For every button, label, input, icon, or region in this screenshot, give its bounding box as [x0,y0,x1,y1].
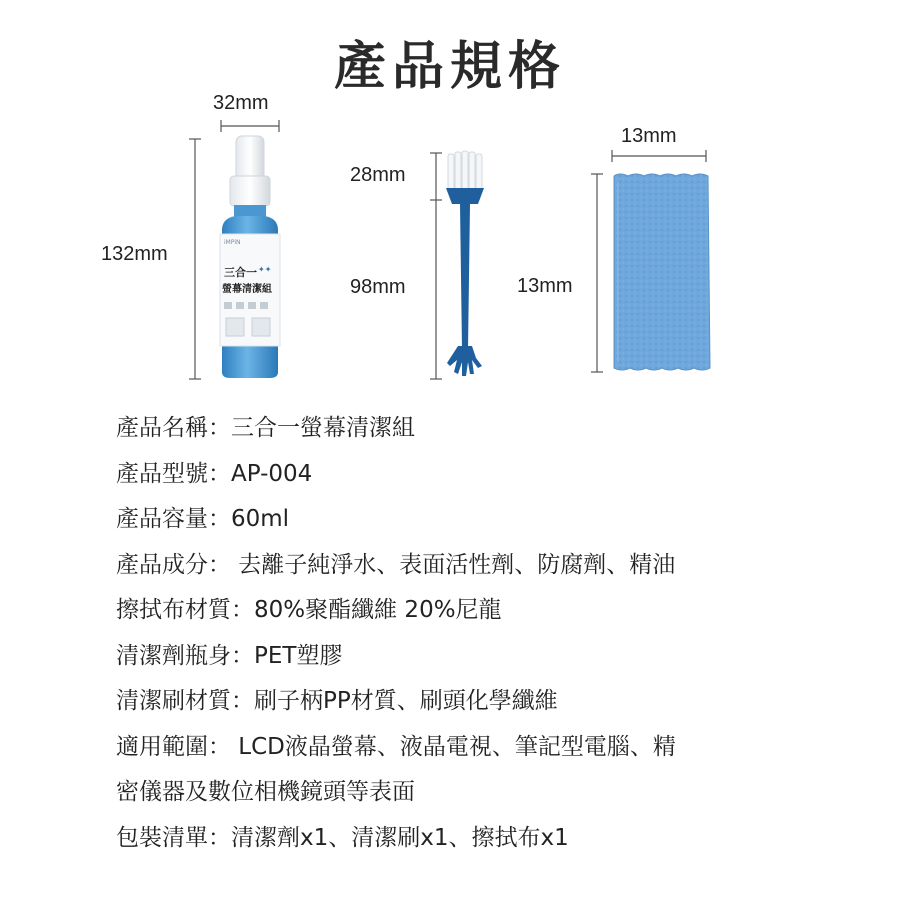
bottle-width-dimension [221,120,279,132]
spec-row-cloth-material: 擦拭布材質：80%聚酯纖維 20%尼龍 [116,597,502,623]
brush-dimension [430,153,442,379]
svg-text:✦✦: ✦✦ [258,265,272,274]
page-title: 產品規格 [333,37,566,97]
microfiber-cloth [614,174,710,370]
spec-row-name: 產品名稱：三合一螢幕清潔組 [116,415,415,441]
bottle-height-dimension [189,139,201,379]
brush-head-label: 28mm [350,164,406,186]
spec-row-usage: 適用範圍： LCD液晶螢幕、液晶電視、筆記型電腦、精 [116,733,676,760]
spec-list [116,406,816,861]
spray-bottle [220,136,280,378]
bottle-height-label: 132mm [101,243,168,265]
product-illustration [0,0,900,400]
spec-row-usage-cont: 密儀器及數位相機鏡頭等表面 [116,779,415,805]
spec-row-capacity: 產品容量：60ml [116,506,290,532]
spec-row-ingredients: 產品成分： 去離子純淨水、表面活性劑、防腐劑、精油 [116,551,676,578]
spec-row-brush-material: 清潔刷材質：刷子柄PP材質、刷頭化學纖維 [116,688,558,714]
cloth-width-dimension [612,150,706,162]
spec-row-bottle-material: 清潔劑瓶身：PET塑膠 [116,642,343,669]
spec-row-model: 產品型號：AP-004 [116,460,313,487]
brush-handle-label: 98mm [350,276,406,298]
bottle-width-label: 32mm [213,92,269,114]
cloth-height-label: 13mm [517,275,573,297]
cleaning-brush [446,151,484,376]
cloth-width-label: 13mm [621,125,677,147]
bottle-label-line2: 螢幕清潔組 [222,284,272,295]
bottle-label-line1: 三合一 [224,266,257,279]
cloth-height-dimension [591,174,603,372]
svg-text:iMPiN: iMPiN [224,239,241,246]
spec-row-package: 包裝清單：清潔劑x1、清潔刷x1、擦拭布x1 [116,824,569,851]
